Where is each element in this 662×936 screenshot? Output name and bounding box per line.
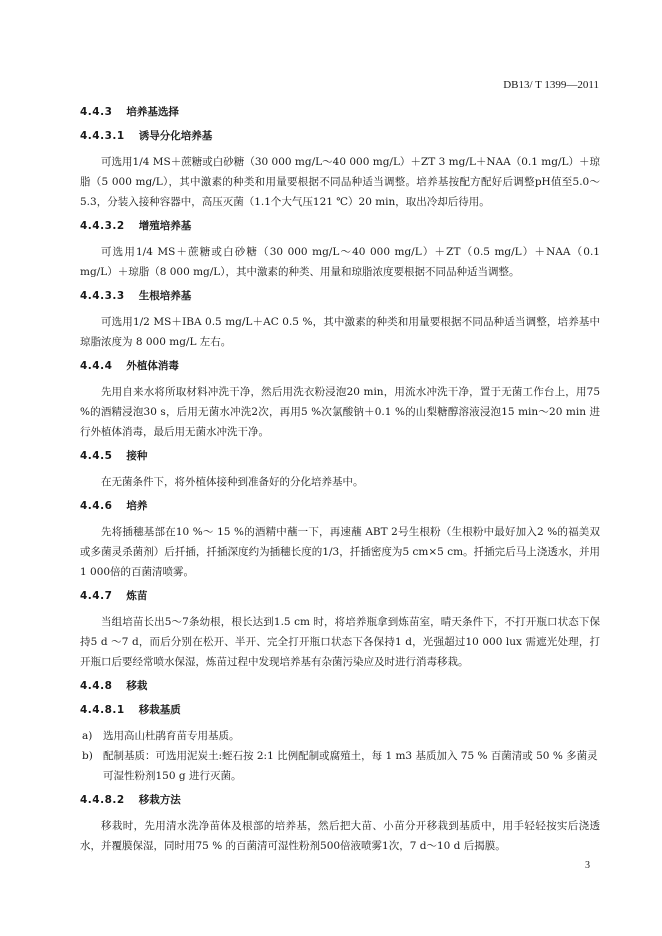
section-number: 4.4.8: [80, 680, 113, 692]
section-number: 4.4.3.3: [80, 290, 125, 302]
body-paragraph: 先用自来水将所取材料冲洗干净，然后用洗衣粉浸泡20 min，用流水冲洗干净，置于无菌工作台上，用75 %的酒精浸泡30 s，后用无菌水冲洗2次，再用5 %次氯酸钠＋0.1 %的山梨糖醇溶液浸泡15 min～20 min 进行外植体消毒，最后用无菌水冲洗干净。: [80, 386, 600, 438]
body-paragraph: 先将插穗基部在10 %～ 15 %的酒精中蘸一下，再速蘸 ABT 2号生根粉（生根粉中最好加入2 %的福美双或多菌灵杀菌剂）后扦插，扦插深度约为插穗长度的1/3，扦插密度为5 cm×5 cm。扦插完后马上浇透水，并用1 000倍的百菌清喷雾。: [80, 526, 600, 578]
section-heading: [80, 448, 600, 464]
list-item-text: 选用高山杜鹃育苗专用基质。: [103, 730, 240, 742]
section-heading: [80, 128, 600, 144]
section-heading: [80, 498, 600, 514]
section-title: 外植体消毒: [126, 360, 179, 372]
section-title: 增殖培养基: [138, 220, 192, 232]
document-body: [80, 104, 600, 862]
section-title: 诱导分化培养基: [138, 130, 213, 142]
section-title: 炼苗: [126, 590, 148, 602]
list-item-marker: a): [82, 730, 93, 742]
section-heading: [80, 288, 600, 304]
section-heading: [80, 358, 600, 374]
page-number: 3: [585, 860, 590, 871]
section-title: 移栽: [126, 680, 148, 692]
section-number: 4.4.7: [80, 590, 113, 602]
list-item: [80, 746, 600, 786]
section-title: 接种: [126, 450, 148, 462]
section-heading: [80, 218, 600, 234]
section-number: 4.4.4: [80, 360, 113, 372]
section-heading: [80, 702, 600, 718]
standard-code: DB13/ T 1399—2011: [503, 79, 599, 91]
body-paragraph: 可选用1/4 MS＋蔗糖或白砂糖（30 000 mg/L～40 000 mg/L）＋ZT 3 mg/L＋NAA（0.1 mg/L）＋琼脂（5 000 mg/L），其中激素的种类和用量要根据不同品种适当调整。培养基按配方配好后调整pH值至5.0～5.3，分装入接种容器中，高压灭菌（1.1个大气压121 ℃）20 min，取出冷却后待用。: [80, 156, 600, 208]
body-paragraph: 当组培苗长出5～7条幼根，根长达到1.5 cm 时，将培养瓶拿到炼苗室，晴天条件下，不打开瓶口状态下保持5 d ～7 d，而后分别在松开、半开、完全打开瓶口状态下各保持1 d，光强超过10 000 lux 需遮光处理，打开瓶口后要经常喷水保湿，炼苗过程中发现培养基有杂菌污染应及时进行消毒移栽。: [80, 616, 600, 668]
section-heading: [80, 104, 600, 120]
list-item: [80, 726, 600, 746]
section-number: 4.4.3: [80, 106, 113, 118]
body-paragraph: 在无菌条件下，将外植体接种到准备好的分化培养基中。: [101, 476, 364, 488]
section-number: 4.4.8.1: [80, 704, 125, 716]
section-title: 生根培养基: [138, 290, 192, 302]
list-item-text: 配制基质：可选用泥炭土:蛭石按 2:1 比例配制或腐殖土，每 1 m3 基质加入 75 % 百菌清或 50 % 多菌灵可湿性粉剂150 g 进行灭菌。: [103, 750, 598, 782]
body-paragraph: 可选用1/4 MS＋蔗糖或白砂糖（30 000 mg/L～40 000 mg/L）＋ZT（0.5 mg/L）＋NAA（0.1 mg/L）＋琼脂（8 000 mg/L），其中激素的种类、用量和琼脂浓度要根据不同品种适当调整。: [80, 246, 600, 278]
section-number: 4.4.6: [80, 500, 113, 512]
section-title: 移栽基质: [138, 704, 181, 716]
section-heading: [80, 792, 600, 808]
body-paragraph: 移栽时，先用清水洗净苗体及根部的培养基，然后把大苗、小苗分开移栽到基质中，用手轻轻按实后浇透水，并覆膜保湿，同时用75 % 的百菌清可湿性粉剂500倍液喷雾1次，7 d～10 d 后揭膜。: [80, 820, 600, 852]
body-paragraph: 可选用1/2 MS＋IBA 0.5 mg/L＋AC 0.5 %，其中激素的种类和用量要根据不同品种适当调整，培养基中琼脂浓度为 8 000 mg/L 左右。: [80, 316, 600, 348]
section-number: 4.4.3.2: [80, 220, 125, 232]
item-list: [80, 726, 600, 786]
list-item-marker: b): [82, 750, 93, 762]
section-title: 培养: [126, 500, 148, 512]
section-number: 4.4.5: [80, 450, 113, 462]
section-number: 4.4.3.1: [80, 130, 125, 142]
section-number: 4.4.8.2: [80, 794, 125, 806]
section-title: 培养基选择: [126, 106, 179, 118]
section-title: 移栽方法: [138, 794, 181, 806]
section-heading: [80, 678, 600, 694]
section-heading: [80, 588, 600, 604]
